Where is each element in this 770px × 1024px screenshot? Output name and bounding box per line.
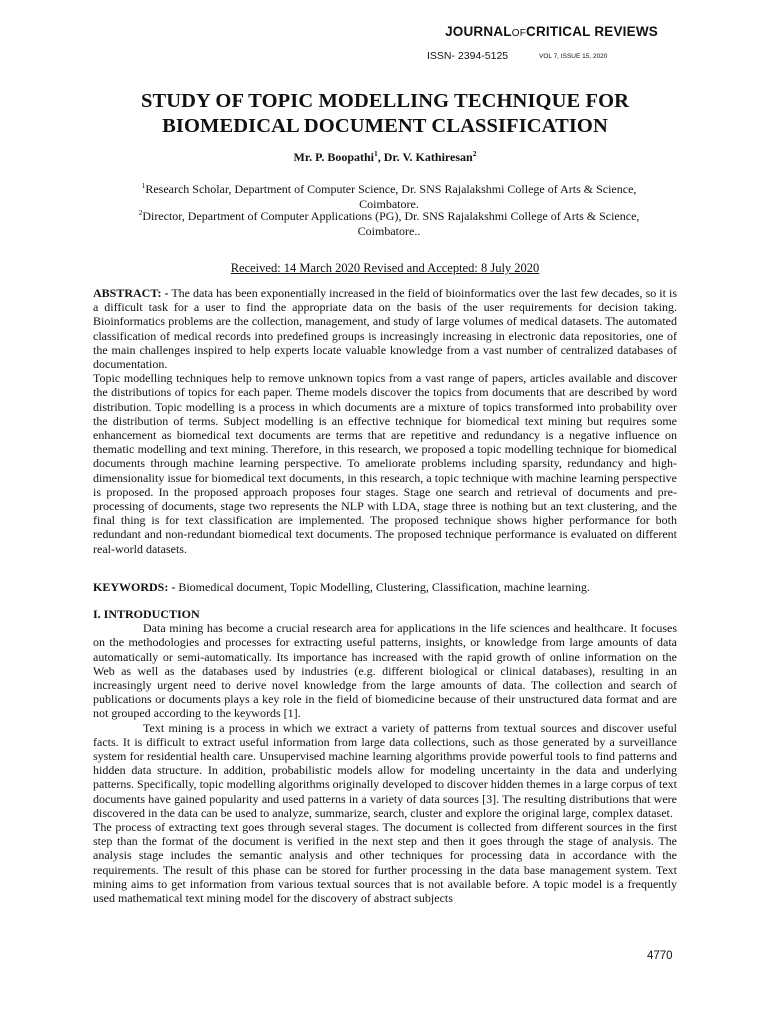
affiliation-2-line-1 <box>94 205 684 224</box>
author-2-sup: 2 <box>472 149 477 158</box>
affiliation-1-line-2: Coimbatore. <box>359 197 419 211</box>
keywords-text: Biomedical document, Topic Modelling, Clustering, Classification, machine learning. <box>175 580 590 594</box>
abstract-label: ABSTRACT: - <box>93 286 169 300</box>
abstract-text-1: The data has been exponentially increased in the field of bioinformatics over the last few decades, so it is a difficult task for a user to find the appropriate data on the basis of the user requirements for decision taking. Bioinformatics problems are the collection, management, and study of large volumes of medical datasets. The automated classification of medical records into predefined groups is increasingly increasing in electronic data repositories, one of the main challenges inspired to help experts locate valuable knowledge from a vast number of centralized databases of documentation. <box>93 286 677 372</box>
journal-name <box>445 24 658 39</box>
journal-name-part2: CRITICAL REVIEWS <box>526 24 658 39</box>
affiliation-1-sup: 1 <box>141 181 146 190</box>
affiliation-1-text: Research Scholar, Department of Computer Science, Dr. SNS Rajalakshmi College of Arts & Science, <box>145 182 637 196</box>
received-dates: Received: 14 March 2020 Revised and Accepted: 8 July 2020 <box>230 261 540 275</box>
affiliation-2-text: Director, Department of Computer Applications (PG), Dr. SNS Rajalakshmi College of Arts & Science, <box>142 209 640 223</box>
introduction <box>93 607 677 905</box>
volume-issue: VOL 7, ISSUE 15, 2020 <box>539 53 608 60</box>
affiliation-2-sup: 2 <box>138 208 143 217</box>
title-line-1: STUDY OF TOPIC MODELLING TECHNIQUE FOR <box>140 90 630 112</box>
journal-header <box>445 24 658 39</box>
keywords-label: KEYWORDS: - <box>93 580 176 594</box>
author-1-sup: 1 <box>374 149 378 158</box>
issn: ISSN- 2394-5125 <box>427 50 509 62</box>
affiliation-1-line-1 <box>94 178 684 197</box>
keywords-paragraph <box>93 580 677 594</box>
intro-paragraph-3: The process of extracting text goes through several stages. The document is collected from different sources in the first step than the format of the document is verified in the next step and then it goes through the stage of analysis. The analysis stage includes the semantic analysis and other techniques for processing data in accordance with the requirements. The result of this phase can be stored for further processing in the data base management system. Text mining aims to get information from various textual sources that is not available before. A topic model is a frequently used mathematical text mining model for the discovery of abstract subjects <box>93 820 677 906</box>
authors <box>80 149 690 165</box>
affiliation-2-line-2: Coimbatore.. <box>357 224 421 238</box>
abstract-paragraph-2: Topic modelling techniques help to remove unknown topics from a vast range of papers, articles available and discover the distributions of topics for each paper. Theme models discover the topics from documents that are described by word distribution. Topic modelling is a process in which documents are a mixture of topics transformed into probability over the distribution of terms. Subject modelling is an effective technique for biomedical text mining but requires some enhancement as biomedical text documents are terms that are repetitive and redundancy is a negative influence on thematic modelling and text mining. Therefore, in this research, we proposed a topic modelling technique for biomedical documents through machine learning perspective. To ameliorate problems including sparsity, redundancy and high-dimensionality issue for biomedical text documents, in this research, a topic technique with machine learning perspective is proposed. In the proposed approach proposes four stages. Stage one search and retrieval of documents and pre-processing of documents, stage two represents the NLP with LDA, stage three is nothing but an text clustering, and the final thing is for text classification are implemented. The proposed technique shows higher performance for both redundant and non-redundant biomedical text documents. The proposed technique performance is evaluated on different real-world datasets. <box>93 371 677 556</box>
keywords <box>93 580 677 594</box>
author-1: Mr. P. Boopathi <box>293 150 375 164</box>
section-heading: I. INTRODUCTION <box>93 607 200 621</box>
author-separator: , <box>377 150 384 164</box>
journal-name-part1: JOURNAL <box>445 24 512 39</box>
affiliation-2 <box>94 205 684 239</box>
abstract <box>93 286 677 556</box>
author-2: Dr. V. Kathiresan <box>383 150 473 164</box>
intro-paragraph-1: Data mining has become a crucial research area for applications in the life sciences and healthcare. It focuses on the methodologies and processes for extracting useful patterns, insights, or knowledge from large amounts of data automatically or semi-automatically. Its importance has increased with the rapid growth of online information on the Web as well as the databases used by industries (e.g. different biological or clinical databases), resulting in an increasingly urgent need to derive novel knowledge from the large amounts of data. The collection and search of publications or documents plays a key role in the field of biomedicine because of their unstructured data format and are not grouped according to the keywords [1]. <box>93 621 677 721</box>
paper-title <box>80 89 690 139</box>
intro-paragraph-2: Text mining is a process in which we extract a variety of patterns from textual sources and discover useful facts. It is difficult to extract useful information from large data collections, such as those generated by a surveillance system for residential health care. Unsupervised machine learning algorithms provide powerful tools to find patterns and hidden data structure. In addition, probabilistic models allow for modeling uncertainty in the data and underlying patterns. Specifically, topic modelling algorithms originally developed to discover hidden themes in a large corpus of text documents have gained popularity and used patterns in a variety of data sources [3]. The resulting distributions that were discovered in the data can be used to analyze, summarize, search, cluster and explore the original large, complex dataset. <box>93 720 677 820</box>
abstract-paragraph-1 <box>93 286 677 371</box>
title-line-2: BIOMEDICAL DOCUMENT CLASSIFICATION <box>162 115 608 137</box>
journal-name-of: OF <box>511 28 527 39</box>
page-number: 4770 <box>647 950 673 962</box>
